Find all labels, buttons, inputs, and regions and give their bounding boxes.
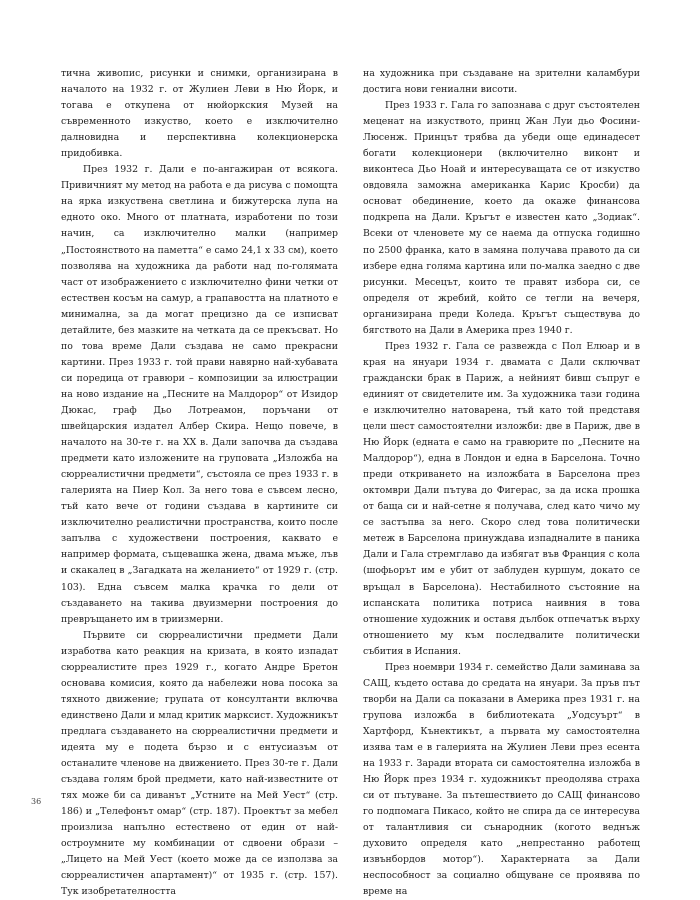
left-text-column bbox=[61, 66, 338, 900]
paragraph: През 1932 г. Дали е по-ангажиран от всякога. Привичният му метод на работа е да рисува с помощта на ярка изкуствена светлина и бижутерска лупа на едното око. Много от платната, изработени по този начин, са изключително малки (например „Постоянството на паметта“ е само 24,1 х 33 см), което позволява на художника да работи над по-голямата част от изображението с изключително фини четки от естествен косъм на самур, а грапавостта на платното е минимална, за да могат прецизно да се изписват детайлите, без мазките на четката да се прекъсват. Но по това време Дали създава не само прекрасни картини. През 1933 г. той прави навярно най-хубавата си поредица от гравюри – композиции за илюстрации на ново издание на „Песните на Малдорор“ от Изидор Дюкас, граф Дьо Лотреамон, поръчани от швейцарския издател Албер Скира. Нещо повече, в началото на 30-те г. на ХХ в. Дали започва да създава предмети като изложените на груповата „Изложба на сюрреалистични предмети“, състояла се през 1933 г. в галерията на Пиер Кол. За него това е съвсем лесно, тъй като вече от години създава в картините си изключително реалистични пространства, които после запълва с художествени построения, каквато е например формата, същевашка жена, двама мъже, лъв и скакалец в „Загадката на желанието“ от 1929 г. (стр. 103). Една съвсем малка крачка го дели от създаването на такива двуизмерни построения до превръщането им в триизмерни. bbox=[61, 164, 338, 625]
paragraph: През ноември 1934 г. семейство Дали заминава за САЩ, където остава до средата на януари. За пръв път творби на Дали са показани в Америка през 1931 г. на групова изложба в библиотеката „Уодсуърт“ в Хартфорд, Кънектикът, а първата му самостоятелна изява там е в галерията на Жулиен Леви през есента на 1933 г. Заради втората си самостоятелна изложба в Ню Йорк през 1934 г. художникът преодолява страха си от пътуване. За пътешествието до САЩ финансово го подпомага Пикасо, който не спира да се интересува от талантливия си сънародник (когото веднъж духовито определя като „непрестанно работещ извънбордов мотор“). Характерната за Дали неспособност за социално общуване се проявява по време на bbox=[363, 661, 640, 898]
paragraph: През 1932 г. Гала се развежда с Пол Елюар и в края на януари 1934 г. двамата с Дали сключват граждански брак в Париж, а нейният бивш съпруг е единият от свидетелите им. За художника тази година е изключително натоварена, тъй като той представя цели шест самостоятелни изложби: две в Париж, две в Ню Йорк (едната е само на гравюрите по „Песните на Малдорор“), една в Лондон и една в Барселона. Точно преди откриването на изложбата в Барселона през октомври Дали пътува до Фигерас, за да иска прошка от баща си и най-сетне я получава, след като чичо му се застъпва за него. Скоро след това политически метеж в Барселона принуждава изпадналите в паника Дали и Гала стремглаво да избягат във Франция с кола (шофьорът им е убит от заблуден куршум, докато се връщал в Барселона). Нестабилното състояние на испанската политика потриса наивния в това отношение художник и оставя дълбок отпечатък върху отношението му към последвалите политически събития в Испания. bbox=[363, 340, 640, 657]
paragraph: на художника при създаване на зрителни каламбури достига нови гениални висоти. bbox=[363, 68, 640, 96]
right-text-column bbox=[363, 66, 640, 900]
page-number: 36 bbox=[31, 797, 42, 806]
paragraph: тична живопис, рисунки и снимки, организирана в началото на 1932 г. от Жулиен Леви в Ню Йорк, и тогава е откупена от нюйоркския Музей на съвременното изкуство, което е изключително далновидна и перспективна колекционерска придобивка. bbox=[61, 68, 338, 160]
paragraph: През 1933 г. Гала го запознава с друг състоятелен меценат на изкуството, принц Жан Луи дьо Фосини-Люсенж. Принцът трябва да убеди още единадесет богати колекционери (включително виконт и виконтеса Дьо Ноай и интересуващата се от изкуство овдовяла заможна американка Карис Кросби) да основат обединение, което да окаже финансова подкрепа на Дали. Кръгът е известен като „Зодиак“. Всеки от членовете му се наема да отпуска годишно по 2500 франка, като в замяна получава правото да си избере една голяма картина или по-малка заедно с две рисунки. Месецът, които те правят избора си, се определя от жребий, който се тегли на вечеря, организирана преди Коледа. Кръгът съществува до бягството на Дали в Америка през 1940 г. bbox=[363, 100, 640, 336]
paragraph: Първите си сюрреалистични предмети Дали изработва като реакция на кризата, в която изпадат сюрреалистите през 1929 г., когато Андре Бретон основава комисия, която да набележи нова посока за тяхното движение; групата от консултанти включва единствено Дали и млад критик марксист. Художникът предлага създаването на сюрреалистични предмети и идеята му е подета бързо и с ентусиазъм от останалите членове на движението. През 30-те г. Дали създава голям брой предмети, като най-известните от тях може би са диванът „Устните на Мей Уест“ (стр. 186) и „Телефонът омар“ (стр. 187). Проектът за мебел произлиза напълно естествено от един от най-остроумните му комбинации от сдвоени образи – „Лицето на Мей Уест (което може да се използва за сюрреалистичен апартамент)“ от 1935 г. (стр. 157). Тук изобретателността bbox=[61, 629, 339, 898]
